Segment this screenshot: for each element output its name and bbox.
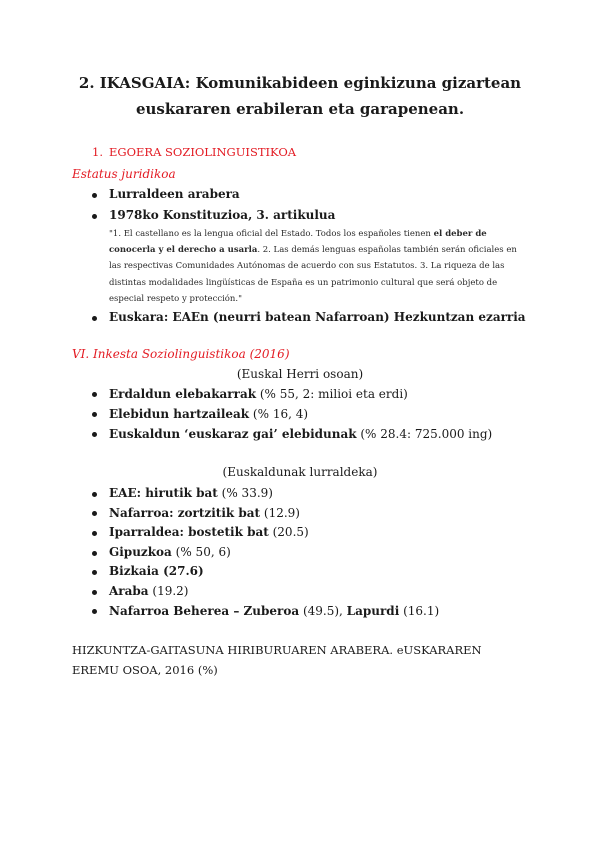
- section-number: 1.: [92, 145, 103, 159]
- list-item: Lurraldeen arabera: [92, 184, 335, 205]
- item-rest: (49.5),: [299, 603, 347, 618]
- item-rest: (% 50, 6): [171, 544, 231, 559]
- constitution-quote: [109, 226, 529, 307]
- quote-part-1: "1. El castellano es la lengua oficial del Estado. Todos los españoles tienen: [109, 229, 434, 239]
- item-bold-2: Lapurdi: [346, 603, 400, 618]
- item-bold: Iparraldea: bostetik bat: [109, 525, 269, 540]
- item-rest: (12.9): [260, 505, 300, 520]
- item-rest: (19.2): [148, 583, 189, 598]
- list-item: [92, 384, 492, 404]
- section-heading-text: EGOERA SOZIOLINGUISTIKOA: [109, 145, 297, 159]
- list-item: [92, 602, 439, 622]
- item-bold: Erdaldun elebakarrak: [109, 387, 257, 401]
- lurraldeka-bullet-list: [92, 484, 439, 621]
- list-item: [92, 562, 439, 582]
- inkesta-label: VI. Inkesta Soziolinguistikoa (2016): [72, 347, 290, 361]
- euskara-bullet-list: [92, 307, 526, 328]
- quote-bold: el deber de conocerla y el derecho a usarla: [109, 229, 487, 256]
- list-item: [92, 424, 492, 444]
- title-line-1: 2. IKASGAIA: Komunikabideen eginkizuna gizartean: [78, 74, 522, 92]
- list-item: [92, 543, 439, 563]
- item-rest: (% 33.9): [217, 486, 273, 500]
- item-bold: EAE: hirutik bat: [109, 486, 218, 500]
- list-item: 1978ko Konstituzioa, 3. artikulua: [92, 205, 335, 226]
- item-bold: Gipuzkoa: [109, 544, 172, 559]
- estatus-bullet-list: [92, 184, 335, 226]
- item-rest: (20.5): [268, 525, 309, 540]
- list-item: [92, 523, 439, 543]
- chart-caption: HIZKUNTZA-GAITASUNA HIRIBURUAREN ARABERA. eUSKARAREN EREMU OSOA, 2016 (%): [72, 643, 482, 677]
- list-item: [92, 582, 439, 602]
- item-bold: Araba: [109, 583, 149, 598]
- page-title: [60, 70, 540, 122]
- item-rest: (% 28.4: 725.000 ing): [356, 427, 493, 441]
- list-item: [92, 504, 439, 524]
- item-bold: Nafarroa Beherea – Zuberoa: [109, 603, 300, 618]
- list-item: [92, 404, 492, 424]
- section-heading: [92, 145, 296, 159]
- estatus-label: Estatus juridikoa: [72, 167, 176, 181]
- inkesta-subtitle: (Euskal Herri osoan): [236, 367, 364, 381]
- inkesta-bullet-list: [92, 384, 492, 444]
- list-item: Euskara: EAEn (neurri batean Nafarroan) Hezkuntzan ezarria: [92, 307, 526, 328]
- item-rest: (% 55, 2: milioi eta erdi): [256, 387, 408, 401]
- item-rest: (% 16, 4): [249, 407, 309, 421]
- item-bold: Elebidun hartzaileak: [109, 407, 250, 421]
- item-bold: Bizkaia (27.6): [109, 564, 204, 579]
- title-line-2: euskararen erabileran eta garapenean.: [135, 100, 465, 118]
- item-bold: Nafarroa: zortzitik bat: [109, 505, 261, 520]
- lurraldeka-subtitle: (Euskaldunak lurraldeka): [222, 465, 378, 479]
- item-bold: Euskaldun ‘euskaraz gai’ elebidunak: [109, 427, 357, 441]
- list-item: [92, 484, 439, 504]
- item-rest-2: (16.1): [399, 603, 440, 618]
- quote-part-2: . 2. Las demás lenguas españolas también serán oficiales en las respectivas Comunidades Autónomas de acuerdo con sus Estatutos. 3. La riqueza de las distintas modalidades lingüísticas de España es un patrimonio cultural que será objeto de especial respeto y protección.": [109, 245, 517, 304]
